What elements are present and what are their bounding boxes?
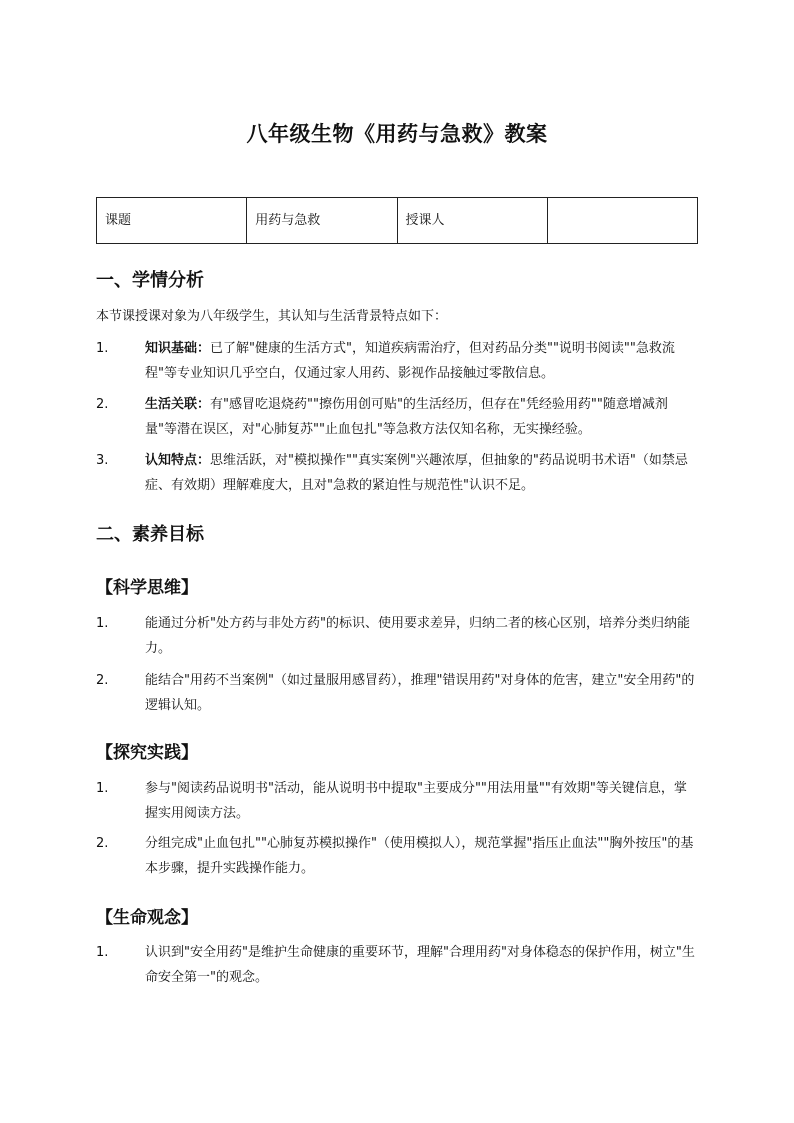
list-number: 1. [96, 781, 109, 796]
table-cell-topic-value: 用药与急救 [247, 198, 397, 244]
list-item-text: 已了解"健康的生活方式"，知道疾病需治疗，但对药品分类""说明书阅读""急救流程"等专业知识几乎空白，仅通过家人用药、影视作品接触过零散信息。 [145, 341, 675, 381]
list-item-body [145, 392, 696, 442]
section-intro: 本节课授课对象为八年级学生，其认知与生活背景特点如下： [96, 309, 448, 324]
list-item [96, 448, 696, 498]
subsection-heading-life-concept: 【生命观念】 [96, 908, 198, 928]
list-item-lead: 生活关联： [145, 397, 211, 412]
list-number: 2. [96, 673, 109, 688]
list-item-text: 有"感冒吃退烧药""擦伤用创可贴"的生活经历，但存在"凭经验用药""随意增减剂量"等潜在误区，对"心肺复苏""止血包扎"等急救方法仅知名称，无实操经验。 [145, 397, 668, 437]
list-item-text: 认识到"安全用药"是维护生命健康的重要环节，理解"合理用药"对身体稳态的保护作用，树立"生命安全第一"的观念。 [145, 945, 695, 985]
list-item [96, 336, 696, 386]
list-item-lead: 知识基础： [145, 341, 211, 356]
list-item-text: 能结合"用药不当案例"（如过量服用感冒药），推理"错误用药"对身体的危害，建立"安全用药"的逻辑认知。 [145, 673, 695, 713]
list-number: 1. [96, 341, 109, 356]
subsection-heading-inquiry-practice: 【探究实践】 [96, 743, 198, 763]
list-item [96, 776, 696, 826]
table-cell-teacher-label: 授课人 [397, 198, 547, 244]
subsection-heading-scientific-thinking: 【科学思维】 [96, 578, 198, 598]
list-number: 1. [96, 616, 109, 631]
section-heading-learner-analysis: 一、学情分析 [96, 270, 204, 291]
table-row [97, 198, 698, 244]
lesson-info-table [96, 197, 698, 244]
list-number: 3. [96, 453, 109, 468]
list-item [96, 392, 696, 442]
section-heading-literacy-goals: 二、素养目标 [96, 524, 204, 545]
list-item [96, 668, 696, 718]
list-number: 1. [96, 945, 109, 960]
table-cell-teacher-value [547, 198, 697, 244]
list-item-body [145, 336, 696, 386]
document-title: 八年级生物《用药与急救》教案 [246, 122, 548, 146]
list-item-text: 分组完成"止血包扎""心肺复苏模拟操作"（使用模拟人），规范掌握"指压止血法""胸外按压"的基本步骤，提升实践操作能力。 [145, 836, 694, 876]
list-item [96, 611, 696, 661]
list-item-lead: 认知特点： [145, 453, 211, 468]
list-item-text: 参与"阅读药品说明书"活动，能从说明书中提取"主要成分""用法用量""有效期"等关键信息，掌握实用阅读方法。 [145, 781, 687, 821]
list-number: 2. [96, 836, 109, 851]
table-cell-topic-label: 课题 [97, 198, 247, 244]
list-item [96, 831, 696, 881]
list-item-text: 能通过分析"处方药与非处方药"的标识、使用要求差异，归纳二者的核心区别，培养分类归纳能力。 [145, 616, 690, 656]
list-item-text: 思维活跃，对"模拟操作""真实案例"兴趣浓厚，但抽象的"药品说明书术语"（如禁忌症、有效期）理解难度大，且对"急救的紧迫性与规范性"认识不足。 [145, 453, 688, 493]
list-item [96, 940, 696, 990]
list-number: 2. [96, 397, 109, 412]
list-item-body [145, 448, 696, 498]
